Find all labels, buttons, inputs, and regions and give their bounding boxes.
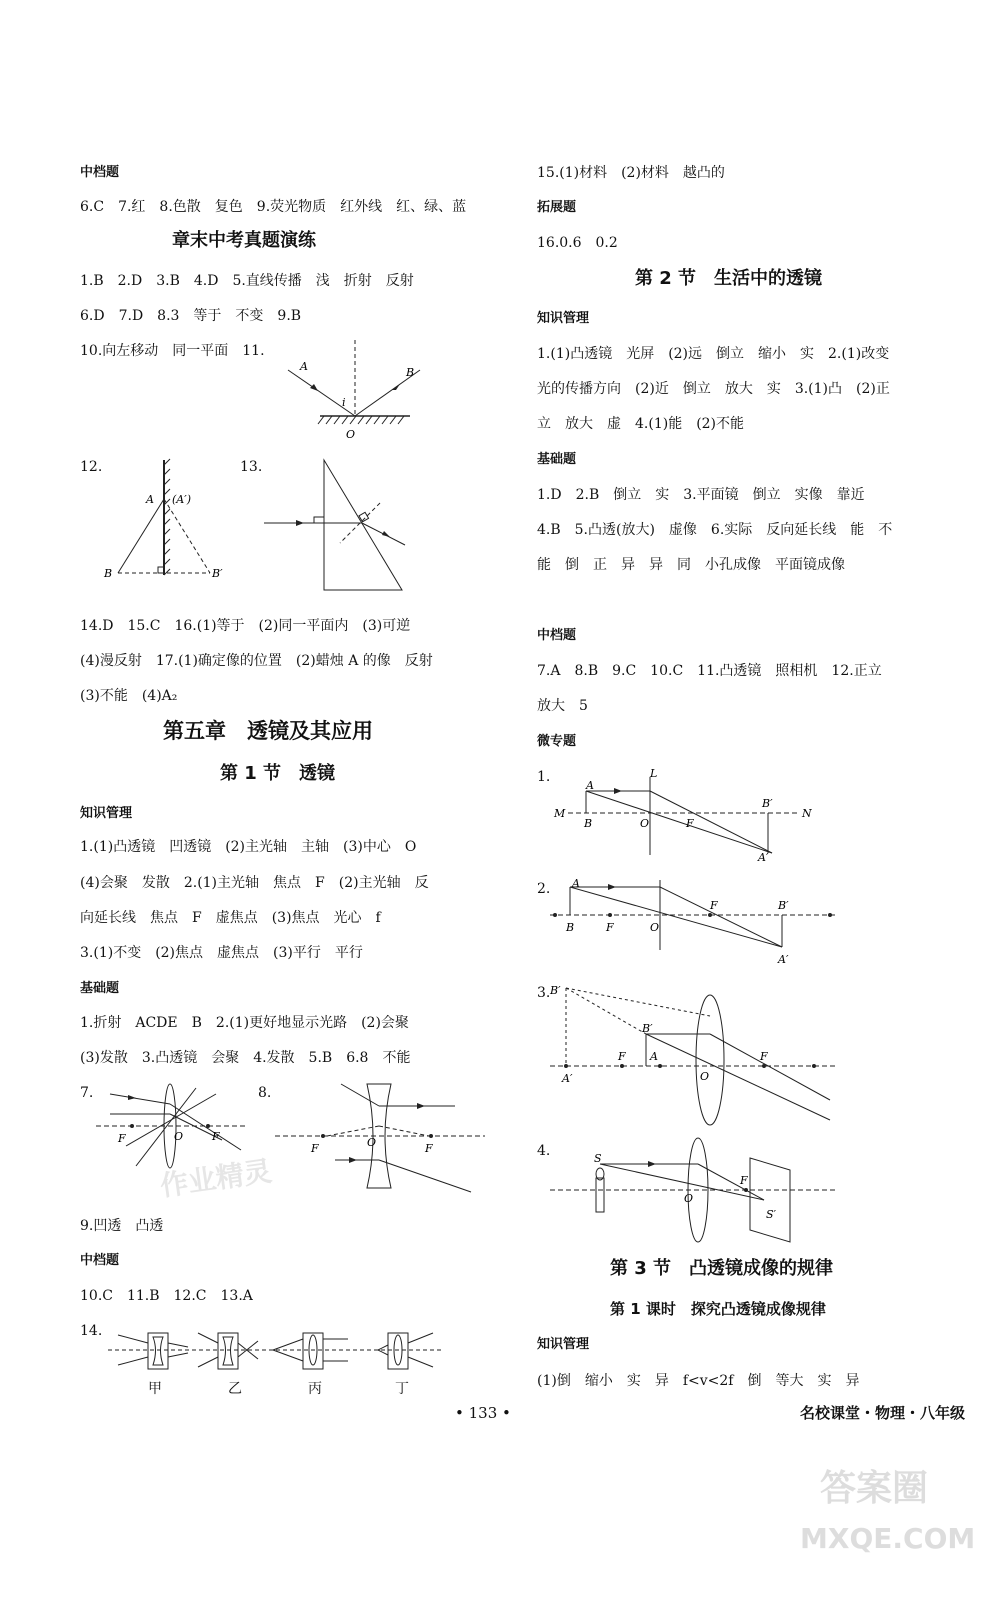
- svg-text:O: O: [174, 1130, 184, 1143]
- question-8: 8.: [258, 1085, 272, 1101]
- diagram-number: 1.: [537, 769, 551, 785]
- svg-text:A: A: [572, 877, 580, 890]
- heading-mid1: 中档题: [80, 165, 120, 180]
- diagram-number: 4.: [537, 1143, 551, 1159]
- svg-text:S′: S′: [766, 1208, 777, 1221]
- answer-line: 14.D 15.C 16.(1)等于 (2)同一平面内 (3)可逆: [80, 618, 411, 634]
- svg-text:O: O: [367, 1136, 377, 1149]
- svg-text:B′: B′: [778, 899, 789, 912]
- heading-mid2: 中档题: [80, 1253, 120, 1268]
- section-title: 第 3 节 凸透镜成像的规律: [610, 1258, 834, 1279]
- svg-text:B′: B′: [642, 1022, 653, 1035]
- svg-text:N: N: [802, 807, 812, 820]
- svg-text:F: F: [425, 1142, 433, 1155]
- chapter-title: 第五章 透镜及其应用: [163, 719, 373, 743]
- answer-line: 6.D 7.D 8.3 等于 不变 9.B: [80, 308, 302, 324]
- diagram-lens-boxes-14: [108, 1325, 448, 1375]
- watermark-url: MXQE.COM: [800, 1522, 976, 1555]
- question-7: 7.: [80, 1085, 94, 1101]
- diagram-number: 3.: [537, 985, 551, 1001]
- heading-basic: 基础题: [537, 452, 577, 467]
- question-14: 14.: [80, 1323, 103, 1339]
- svg-text:A: A: [300, 360, 308, 373]
- svg-text:F: F: [710, 899, 718, 912]
- svg-text:A′: A′: [778, 953, 789, 966]
- heading-mid: 中档题: [537, 628, 577, 643]
- answer-line: (3)发散 3.凸透镜 会聚 4.发散 5.B 6.8 不能: [80, 1050, 411, 1066]
- heading-knowledge: 知识管理: [537, 311, 590, 326]
- svg-text:F: F: [740, 1174, 748, 1187]
- diagram-image-2: [550, 875, 840, 970]
- answer-line: 7.A 8.B 9.C 10.C 11.凸透镜 照相机 12.正立: [537, 663, 882, 679]
- svg-text:A′: A′: [562, 1072, 573, 1085]
- diagram-image-3: [550, 980, 840, 1130]
- svg-text:B: B: [584, 817, 593, 830]
- lesson-title: 第 1 课时 探究凸透镜成像规律: [610, 1300, 826, 1318]
- svg-text:O: O: [346, 428, 356, 441]
- svg-text:B′: B′: [212, 567, 223, 580]
- svg-text:B: B: [406, 366, 415, 379]
- svg-text:F: F: [618, 1050, 626, 1063]
- question-12: 12.: [80, 459, 103, 475]
- heading-micro: 微专题: [537, 734, 577, 749]
- book-title: 名校课堂・物理・八年级: [800, 1404, 966, 1422]
- answer-line: 1.(1)凸透镜 光屏 (2)远 倒立 缩小 实 2.(1)改变: [537, 346, 890, 362]
- question-13: 13.: [240, 459, 263, 475]
- svg-text:A: A: [146, 493, 154, 506]
- answer-line: 1.(1)凸透镜 凹透镜 (2)主光轴 主轴 (3)中心 O: [80, 839, 417, 855]
- diagram-prism: [260, 455, 410, 595]
- svg-text:(A′): (A′): [172, 493, 192, 506]
- lens-label: 乙: [228, 1381, 242, 1397]
- heading-knowledge: 知识管理: [80, 806, 133, 821]
- diagram-plane-mirror: [100, 455, 240, 585]
- answer-line: (4)漫反射 17.(1)确定像的位置 (2)蜡烛 A 的像 反射: [80, 653, 433, 669]
- answer-line: 1.B 2.D 3.B 4.D 5.直线传播 浅 折射 反射: [80, 273, 414, 289]
- section-title: 第 2 节 生活中的透镜: [635, 268, 823, 289]
- answer-line: 放大 5: [537, 698, 588, 714]
- answer-line: 9.凹透 凸透: [80, 1218, 164, 1234]
- svg-text:A: A: [586, 779, 594, 792]
- page-number: • 133 •: [455, 1404, 511, 1422]
- diagram-reflection: [280, 340, 440, 450]
- watermark-logo: 答案圈: [820, 1468, 929, 1509]
- diagram-number: 2.: [537, 881, 551, 897]
- answer-line: 4.B 5.凸透(放大) 虚像 6.实际 反向延长线 能 不: [537, 522, 893, 538]
- svg-text:A′: A′: [758, 851, 769, 864]
- answer-line: 10.C 11.B 12.C 13.A: [80, 1288, 253, 1304]
- answer-line: 1.折射 ACDE B 2.(1)更好地显示光路 (2)会聚: [80, 1015, 409, 1031]
- answer-line: (3)不能 (4)A₂: [80, 688, 178, 704]
- section-title-review: 章末中考真题演练: [172, 230, 316, 251]
- answer-line: 立 放大 虚 4.(1)能 (2)不能: [537, 416, 745, 432]
- heading-basic: 基础题: [80, 981, 120, 996]
- heading-extension: 拓展题: [537, 200, 577, 215]
- answer-line: 光的传播方向 (2)近 倒立 放大 实 3.(1)凸 (2)正: [537, 381, 890, 397]
- answer-line: 向延长线 焦点 F 虚焦点 (3)焦点 光心 f: [80, 910, 381, 926]
- svg-text:O: O: [650, 921, 660, 934]
- diagram-image-4: [550, 1138, 840, 1248]
- svg-text:i: i: [342, 396, 346, 409]
- svg-text:B: B: [104, 567, 113, 580]
- lens-label: 甲: [148, 1381, 162, 1397]
- answer-line: (4)会聚 发散 2.(1)主光轴 焦点 F (2)主光轴 反: [80, 875, 429, 891]
- svg-text:F: F: [212, 1130, 220, 1143]
- svg-text:A: A: [650, 1050, 658, 1063]
- lens-label: 丁: [395, 1381, 409, 1397]
- answer-line: 15.(1)材料 (2)材料 越凸的: [537, 165, 725, 181]
- svg-text:O: O: [684, 1192, 694, 1205]
- svg-text:B′: B′: [762, 797, 773, 810]
- answer-line: 1.D 2.B 倒立 实 3.平面镜 倒立 实像 靠近: [537, 487, 865, 503]
- diagram-image-1: [550, 765, 830, 865]
- svg-text:L: L: [650, 767, 658, 780]
- svg-text:F: F: [118, 1132, 126, 1145]
- svg-text:F: F: [760, 1050, 768, 1063]
- diagram-concave-lens-8: [275, 1080, 475, 1200]
- svg-text:F: F: [686, 817, 694, 830]
- svg-text:F: F: [311, 1142, 319, 1155]
- answer-line: (1)倒 缩小 实 异 f<v<2f 倒 等大 实 异: [537, 1373, 860, 1389]
- svg-text:B′: B′: [550, 984, 561, 997]
- svg-text:M: M: [554, 807, 566, 820]
- svg-text:O: O: [700, 1070, 710, 1083]
- diagram-convex-lens-7: [96, 1080, 256, 1170]
- answer-line: 10.向左移动 同一平面 11.: [80, 343, 265, 359]
- watermark-logo: 作业精灵: [158, 1154, 274, 1203]
- answer-line: 能 倒 正 异 异 同 小孔成像 平面镜成像: [537, 557, 845, 573]
- svg-text:O: O: [640, 817, 650, 830]
- lens-label: 丙: [308, 1381, 322, 1397]
- svg-text:B: B: [566, 921, 575, 934]
- svg-text:F: F: [606, 921, 614, 934]
- answer-line: 6.C 7.红 8.色散 复色 9.荧光物质 红外线 红、绿、蓝: [80, 199, 467, 215]
- answer-line: 16.0.6 0.2: [537, 235, 618, 251]
- svg-text:S: S: [594, 1152, 602, 1165]
- answer-line: 3.(1)不变 (2)焦点 虚焦点 (3)平行 平行: [80, 945, 363, 961]
- section-title: 第 1 节 透镜: [220, 763, 336, 784]
- heading-knowledge: 知识管理: [537, 1337, 590, 1352]
